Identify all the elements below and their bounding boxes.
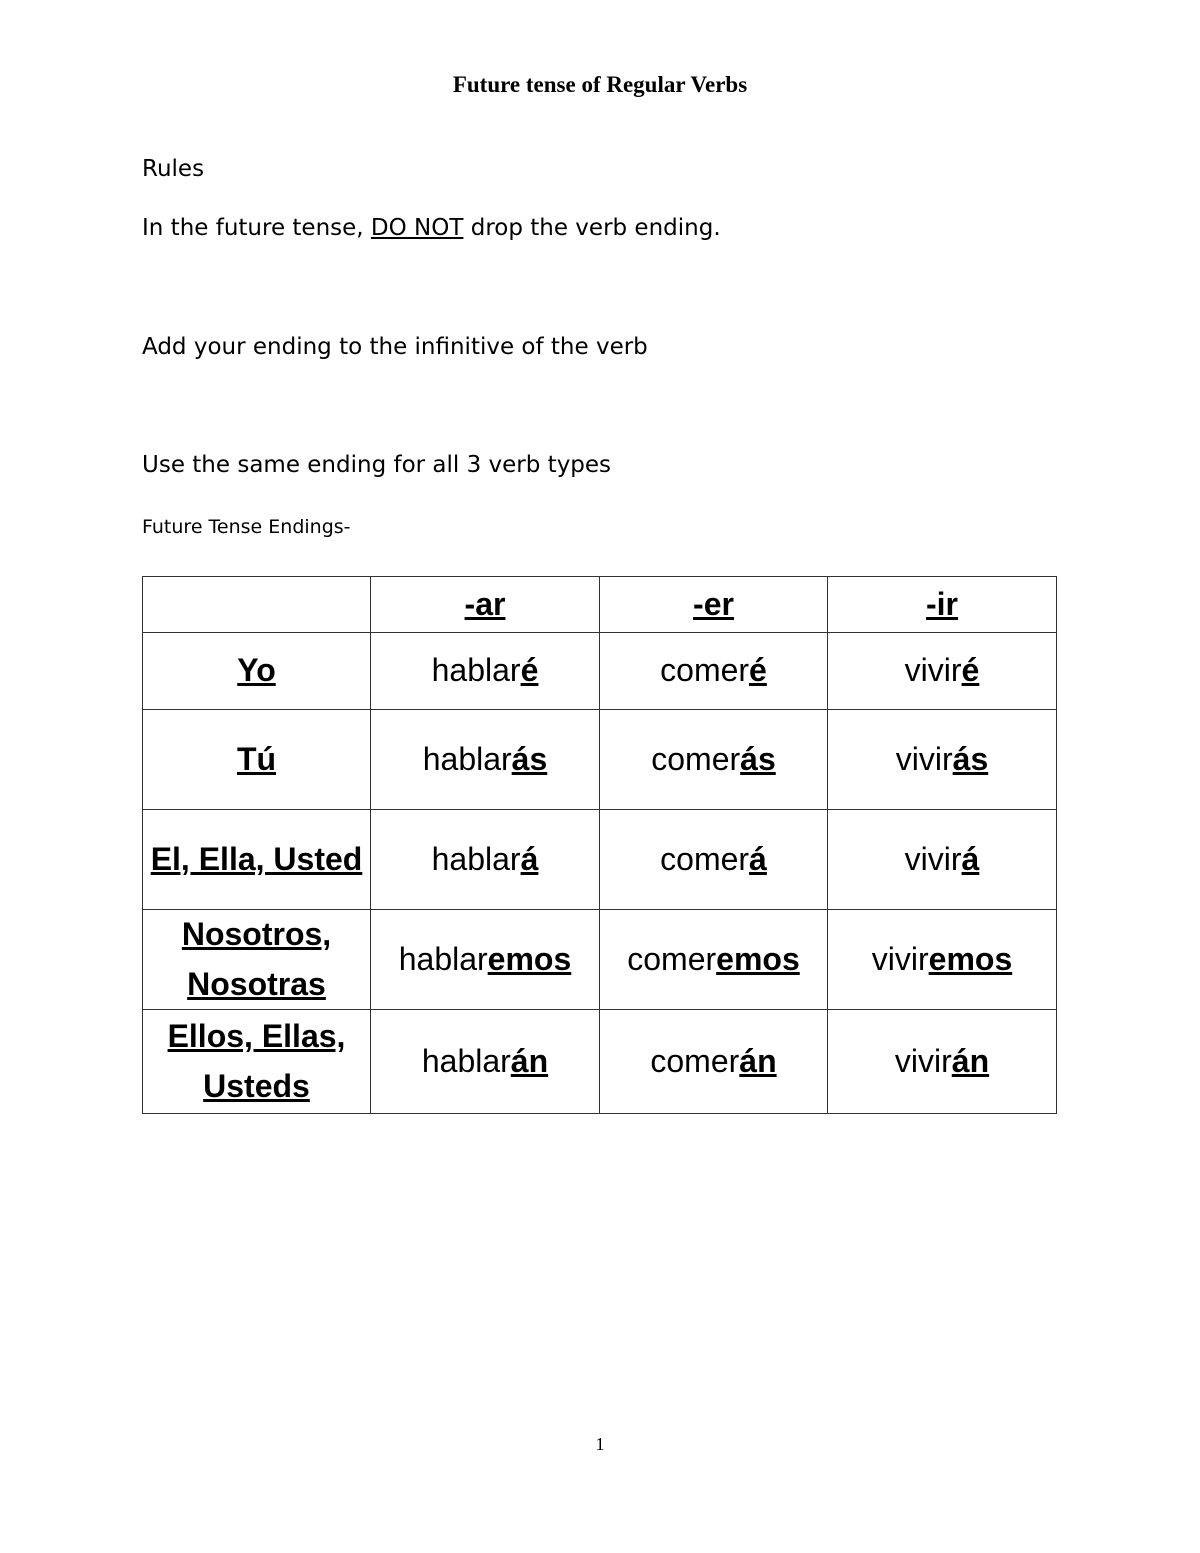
header-cell: -er <box>600 577 828 633</box>
table-row <box>143 910 1057 1010</box>
pronoun-cell: Tú <box>143 710 371 810</box>
conjugation-cell: viviremos <box>828 910 1057 1010</box>
conjugation-cell: comerán <box>600 1010 828 1114</box>
rule-add-ending: Add your ending to the infinitive of the verb <box>142 334 648 360</box>
conjugation-cell: comeré <box>600 633 828 710</box>
conjugation-cell: hablarás <box>371 710 600 810</box>
page-number: 1 <box>595 1434 605 1454</box>
pronoun-cell: Yo <box>143 633 371 710</box>
pronoun-cell: El, Ella, Usted <box>143 810 371 910</box>
header-cell-empty <box>143 577 371 633</box>
rule-text-before: In the future tense, <box>142 215 371 241</box>
conjugation-cell: hablaremos <box>371 910 600 1010</box>
rule-emphasis: DO NOT <box>370 215 464 241</box>
pronoun-cell: Ellos, Ellas, Usteds <box>143 1010 371 1114</box>
conjugation-cell: comerás <box>600 710 828 810</box>
conjugation-cell: vivirás <box>828 710 1057 810</box>
rules-heading: Rules <box>142 156 205 182</box>
conjugation-cell: vivirá <box>828 810 1057 910</box>
rule-same-ending: Use the same ending for all 3 verb types <box>142 452 612 478</box>
conjugation-cell: comeremos <box>600 910 828 1010</box>
table-header-row <box>143 577 1057 633</box>
future-endings-table <box>142 576 1057 1114</box>
table-row <box>143 633 1057 710</box>
conjugation-cell: hablará <box>371 810 600 910</box>
rule-do-not-drop <box>142 215 721 241</box>
rule-text-after: drop the verb ending. <box>463 215 721 241</box>
conjugation-cell: viviré <box>828 633 1057 710</box>
pronoun-cell: Nosotros, Nosotras <box>143 910 371 1010</box>
table-row <box>143 1010 1057 1114</box>
header-cell: -ir <box>828 577 1057 633</box>
conjugation-cell: hablarán <box>371 1010 600 1114</box>
conjugation-cell: comerá <box>600 810 828 910</box>
table-row <box>143 710 1057 810</box>
endings-label: Future Tense Endings- <box>142 516 351 538</box>
page-title: Future tense of Regular Verbs <box>452 72 748 97</box>
table-row <box>143 810 1057 910</box>
conjugation-cell: hablaré <box>371 633 600 710</box>
header-cell: -ar <box>371 577 600 633</box>
conjugation-cell: vivirán <box>828 1010 1057 1114</box>
